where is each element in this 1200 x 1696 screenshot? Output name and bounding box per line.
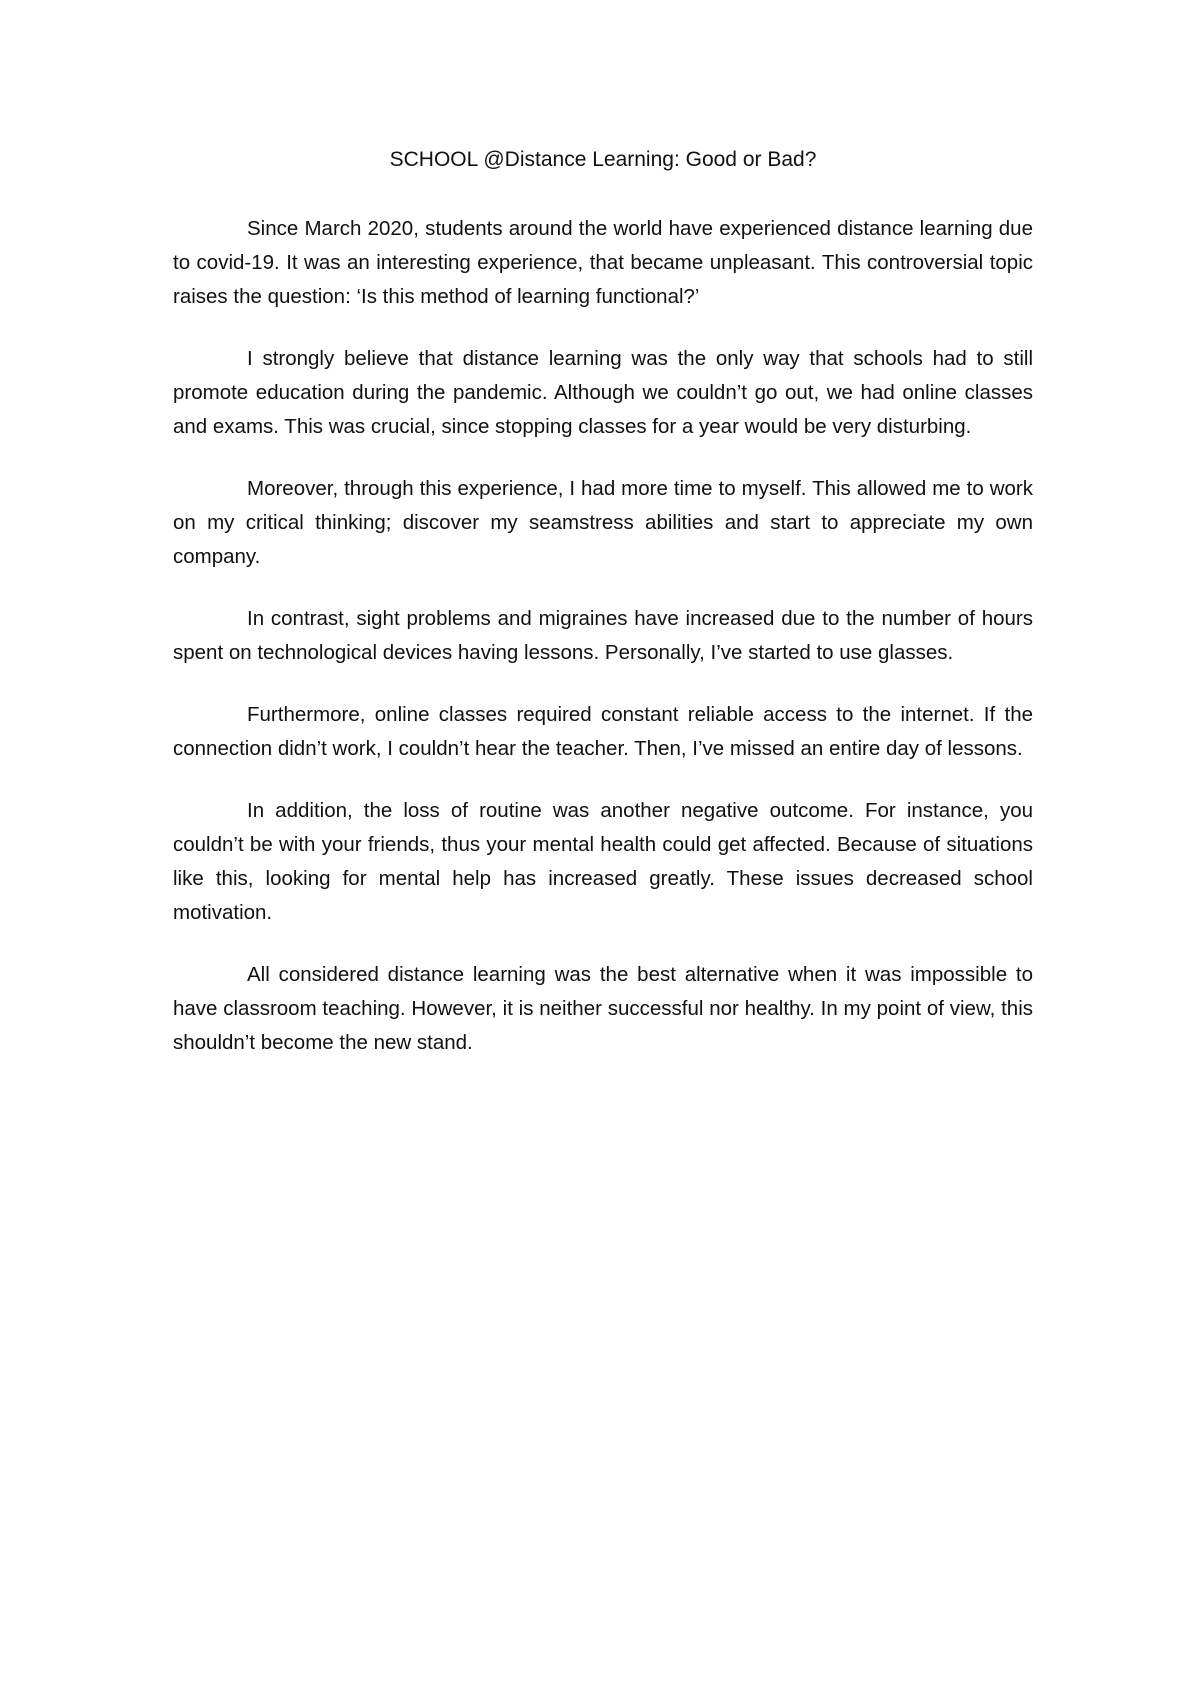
paragraph-7: All considered distance learning was the best alternative when it was impossible to have classroom teaching. However, it is neither successful nor healthy. In my point of view, this shouldn’t become the new stand. [173,963,1033,1054]
paragraph-6: In addition, the loss of routine was another negative outcome. For instance, you couldn’t be with your friends, thus your mental health could get affected. Because of situations like this, looking for mental help has increased greatly. These issues decreased school motivation. [173,799,1033,924]
paragraph-3: Moreover, through this experience, I had more time to myself. This allowed me to work on my critical thinking; discover my seamstress abilities and start to appreciate my own company. [173,477,1033,568]
paragraph-1: Since March 2020, students around the world have experienced distance learning due to covid-19. It was an interesting experience, that became unpleasant. This controversial topic raises the question: ‘Is this method of learning functional?’ [173,217,1033,308]
paragraph-4: In contrast, sight problems and migraines have increased due to the number of hours spent on technological devices having lessons. Personally, I’ve started to use glasses. [173,607,1033,664]
paragraph-5: Furthermore, online classes required constant reliable access to the internet. If the connection didn’t work, I couldn’t hear the teacher. Then, I’ve missed an entire day of lessons. [173,703,1033,760]
document-title: SCHOOL @Distance Learning: Good or Bad? [389,148,817,171]
document-body [173,212,1033,1060]
paragraph-2: I strongly believe that distance learning was the only way that schools had to still promote education during the pandemic. Although we couldn’t go out, we had online classes and exams. This was crucial, since stopping classes for a year would be very disturbing. [173,347,1033,438]
